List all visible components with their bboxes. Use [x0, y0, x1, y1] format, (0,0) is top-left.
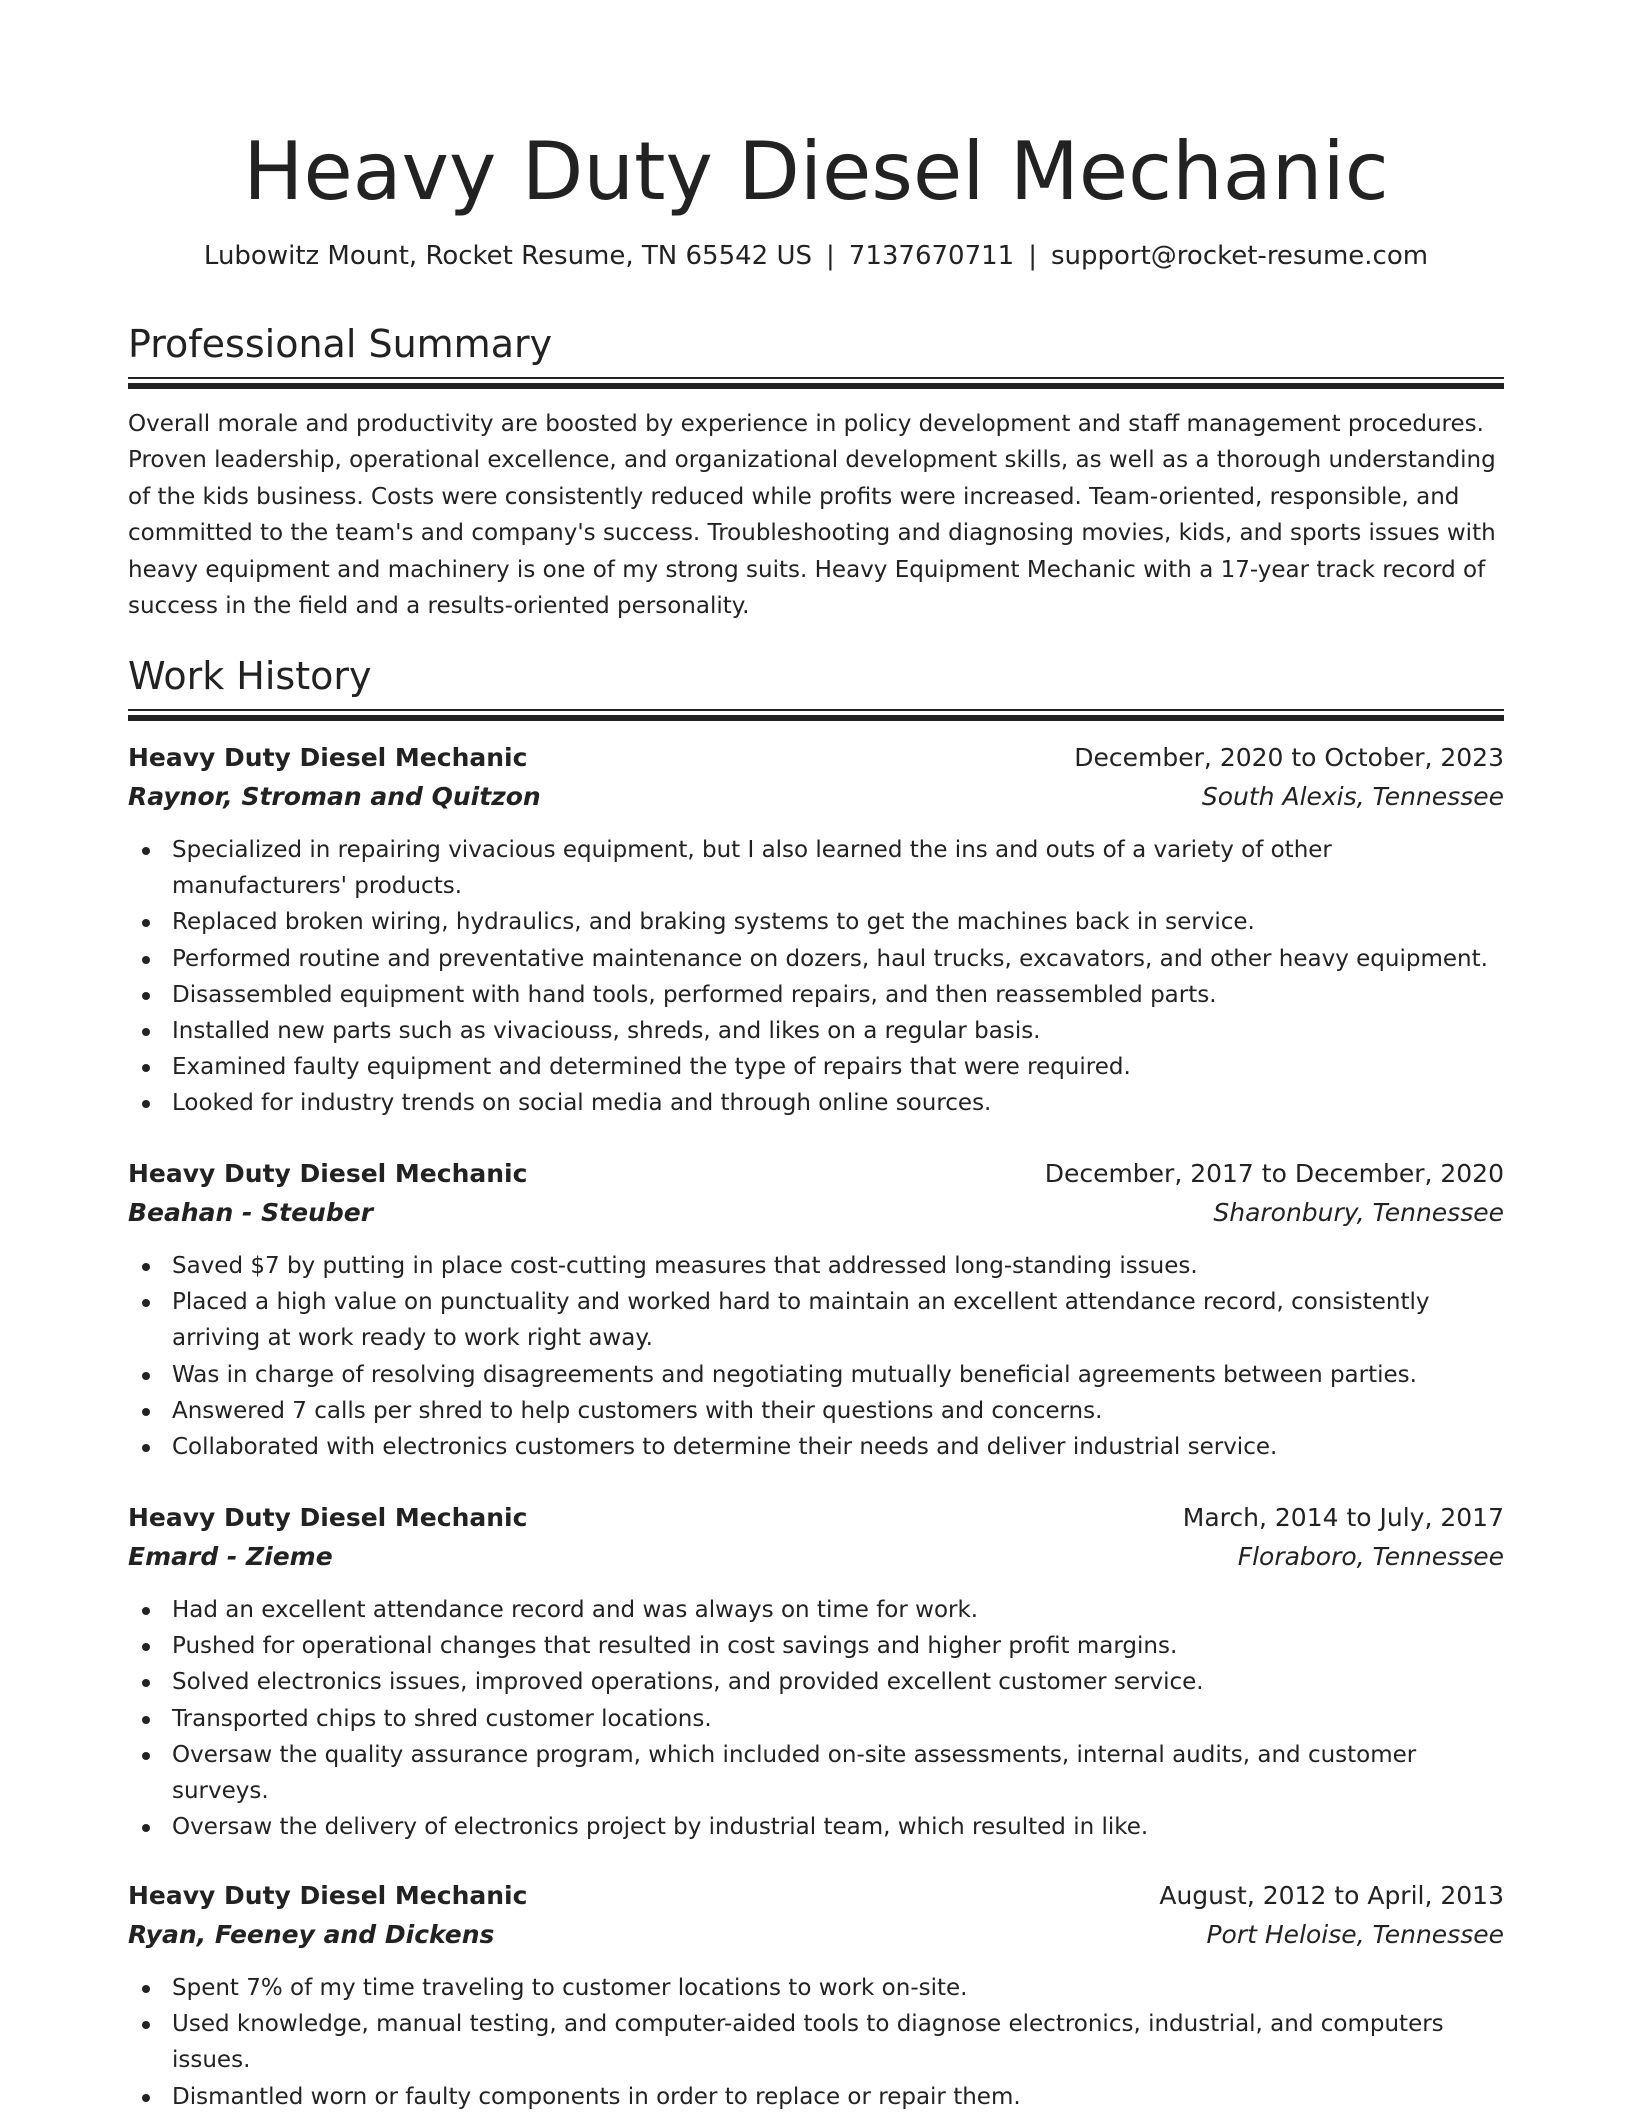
- job-entry: [128, 1156, 1504, 1465]
- job-dates: December, 2020 to October, 2023: [1074, 743, 1504, 772]
- contact-line: [128, 238, 1504, 274]
- job-bullet: Was in charge of resolving disagreements and negotiating mutually beneficial agreements between parties.: [128, 1357, 1504, 1393]
- job-location: South Alexis, Tennessee: [1201, 782, 1504, 811]
- job-bullet: Examined faulty equipment and determined the type of repairs that were required.: [128, 1049, 1504, 1085]
- job-title: Heavy Duty Diesel Mechanic: [128, 1881, 528, 1910]
- contact-phone: 7137670711: [848, 241, 1015, 271]
- job-entry: [128, 1500, 1504, 1845]
- contact-separator: |: [1028, 241, 1037, 271]
- job-title: Heavy Duty Diesel Mechanic: [128, 1503, 528, 1532]
- job-bullet-list: [128, 1970, 1504, 2115]
- job-company: Emard - Zieme: [128, 1542, 333, 1571]
- job-bullet: Looked for industry trends on social media and through online sources.: [128, 1085, 1504, 1121]
- job-title: Heavy Duty Diesel Mechanic: [128, 1159, 528, 1188]
- job-bullet: Oversaw the delivery of electronics project by industrial team, which resulted in like.: [128, 1809, 1504, 1845]
- job-bullet: Spent 7% of my time traveling to customer locations to work on-site.: [128, 1970, 1504, 2006]
- job-bullet: Oversaw the quality assurance program, which included on-site assessments, internal audits, and customer surveys.: [128, 1737, 1504, 1809]
- job-bullet: Saved $7 by putting in place cost-cutting measures that addressed long-standing issues.: [128, 1248, 1504, 1284]
- job-bullet: Specialized in repairing vivacious equipment, but I also learned the ins and outs of a variety of other manufacturers' products.: [128, 832, 1504, 904]
- job-entry: [128, 1878, 1504, 2115]
- summary-text: Overall morale and productivity are boosted by experience in policy development and staff management procedures. Proven leadership, operational excellence, and organizational development skills, as well as a thorough understanding of the kids business. Costs were consistently reduced while profits were increased. Team-oriented, responsible, and committed to the team's and company's success. Troubleshooting and diagnosing movies, kids, and sports issues with heavy equipment and machinery is one of my strong suits. Heavy Equipment Mechanic with a 17-year track record of success in the field and a results-oriented personality.: [128, 411, 1496, 620]
- section-divider: [128, 377, 1504, 389]
- job-bullet: Installed new parts such as vivaciouss, shreds, and likes on a regular basis.: [128, 1013, 1504, 1049]
- contact-email: support@rocket-resume.com: [1050, 241, 1429, 271]
- job-location: Port Heloise, Tennessee: [1206, 1920, 1504, 1949]
- job-dates: March, 2014 to July, 2017: [1182, 1503, 1504, 1532]
- job-bullet: Dismantled worn or faulty components in order to replace or repair them.: [128, 2079, 1504, 2115]
- contact-separator: |: [826, 241, 835, 271]
- job-bullet: Collaborated with electronics customers to determine their needs and deliver industrial service.: [128, 1429, 1504, 1465]
- job-bullet: Used knowledge, manual testing, and computer-aided tools to diagnose electronics, industrial, and computers issues.: [128, 2006, 1504, 2078]
- contact-address: Lubowitz Mount, Rocket Resume, TN 65542 US: [203, 241, 813, 271]
- job-location: Sharonbury, Tennessee: [1213, 1198, 1504, 1227]
- job-dates: December, 2017 to December, 2020: [1044, 1159, 1504, 1188]
- job-bullet-list: [128, 1248, 1504, 1465]
- job-company: Ryan, Feeney and Dickens: [128, 1920, 495, 1949]
- job-bullet: Pushed for operational changes that resulted in cost savings and higher profit margins.: [128, 1628, 1504, 1664]
- job-location: Floraboro, Tennessee: [1237, 1542, 1504, 1571]
- resume-title: Heavy Duty Diesel Mechanic: [243, 125, 1389, 218]
- job-title: Heavy Duty Diesel Mechanic: [128, 743, 528, 772]
- section-divider: [128, 709, 1504, 721]
- job-bullet: Transported chips to shred customer locations.: [128, 1701, 1504, 1737]
- section-heading-summary: Professional Summary: [128, 322, 553, 366]
- job-bullet: Answered 7 calls per shred to help customers with their questions and concerns.: [128, 1393, 1504, 1429]
- job-bullet: Placed a high value on punctuality and worked hard to maintain an excellent attendance record, consistently arriving at work ready to work right away.: [128, 1284, 1504, 1356]
- job-bullet-list: [128, 832, 1504, 1122]
- job-bullet: Replaced broken wiring, hydraulics, and braking systems to get the machines back in service.: [128, 904, 1504, 940]
- job-bullet: Had an excellent attendance record and was always on time for work.: [128, 1592, 1504, 1628]
- job-bullet: Performed routine and preventative maintenance on dozers, haul trucks, excavators, and other heavy equipment.: [128, 941, 1504, 977]
- job-bullet: Solved electronics issues, improved operations, and provided excellent customer service.: [128, 1664, 1504, 1700]
- section-heading-work-history: Work History: [128, 654, 372, 698]
- job-bullet: Disassembled equipment with hand tools, performed repairs, and then reassembled parts.: [128, 977, 1504, 1013]
- job-dates: August, 2012 to April, 2013: [1159, 1881, 1504, 1910]
- job-company: Beahan - Steuber: [128, 1198, 374, 1227]
- job-bullet-list: [128, 1592, 1504, 1845]
- job-entry: [128, 740, 1504, 1122]
- job-company: Raynor, Stroman and Quitzon: [128, 782, 541, 811]
